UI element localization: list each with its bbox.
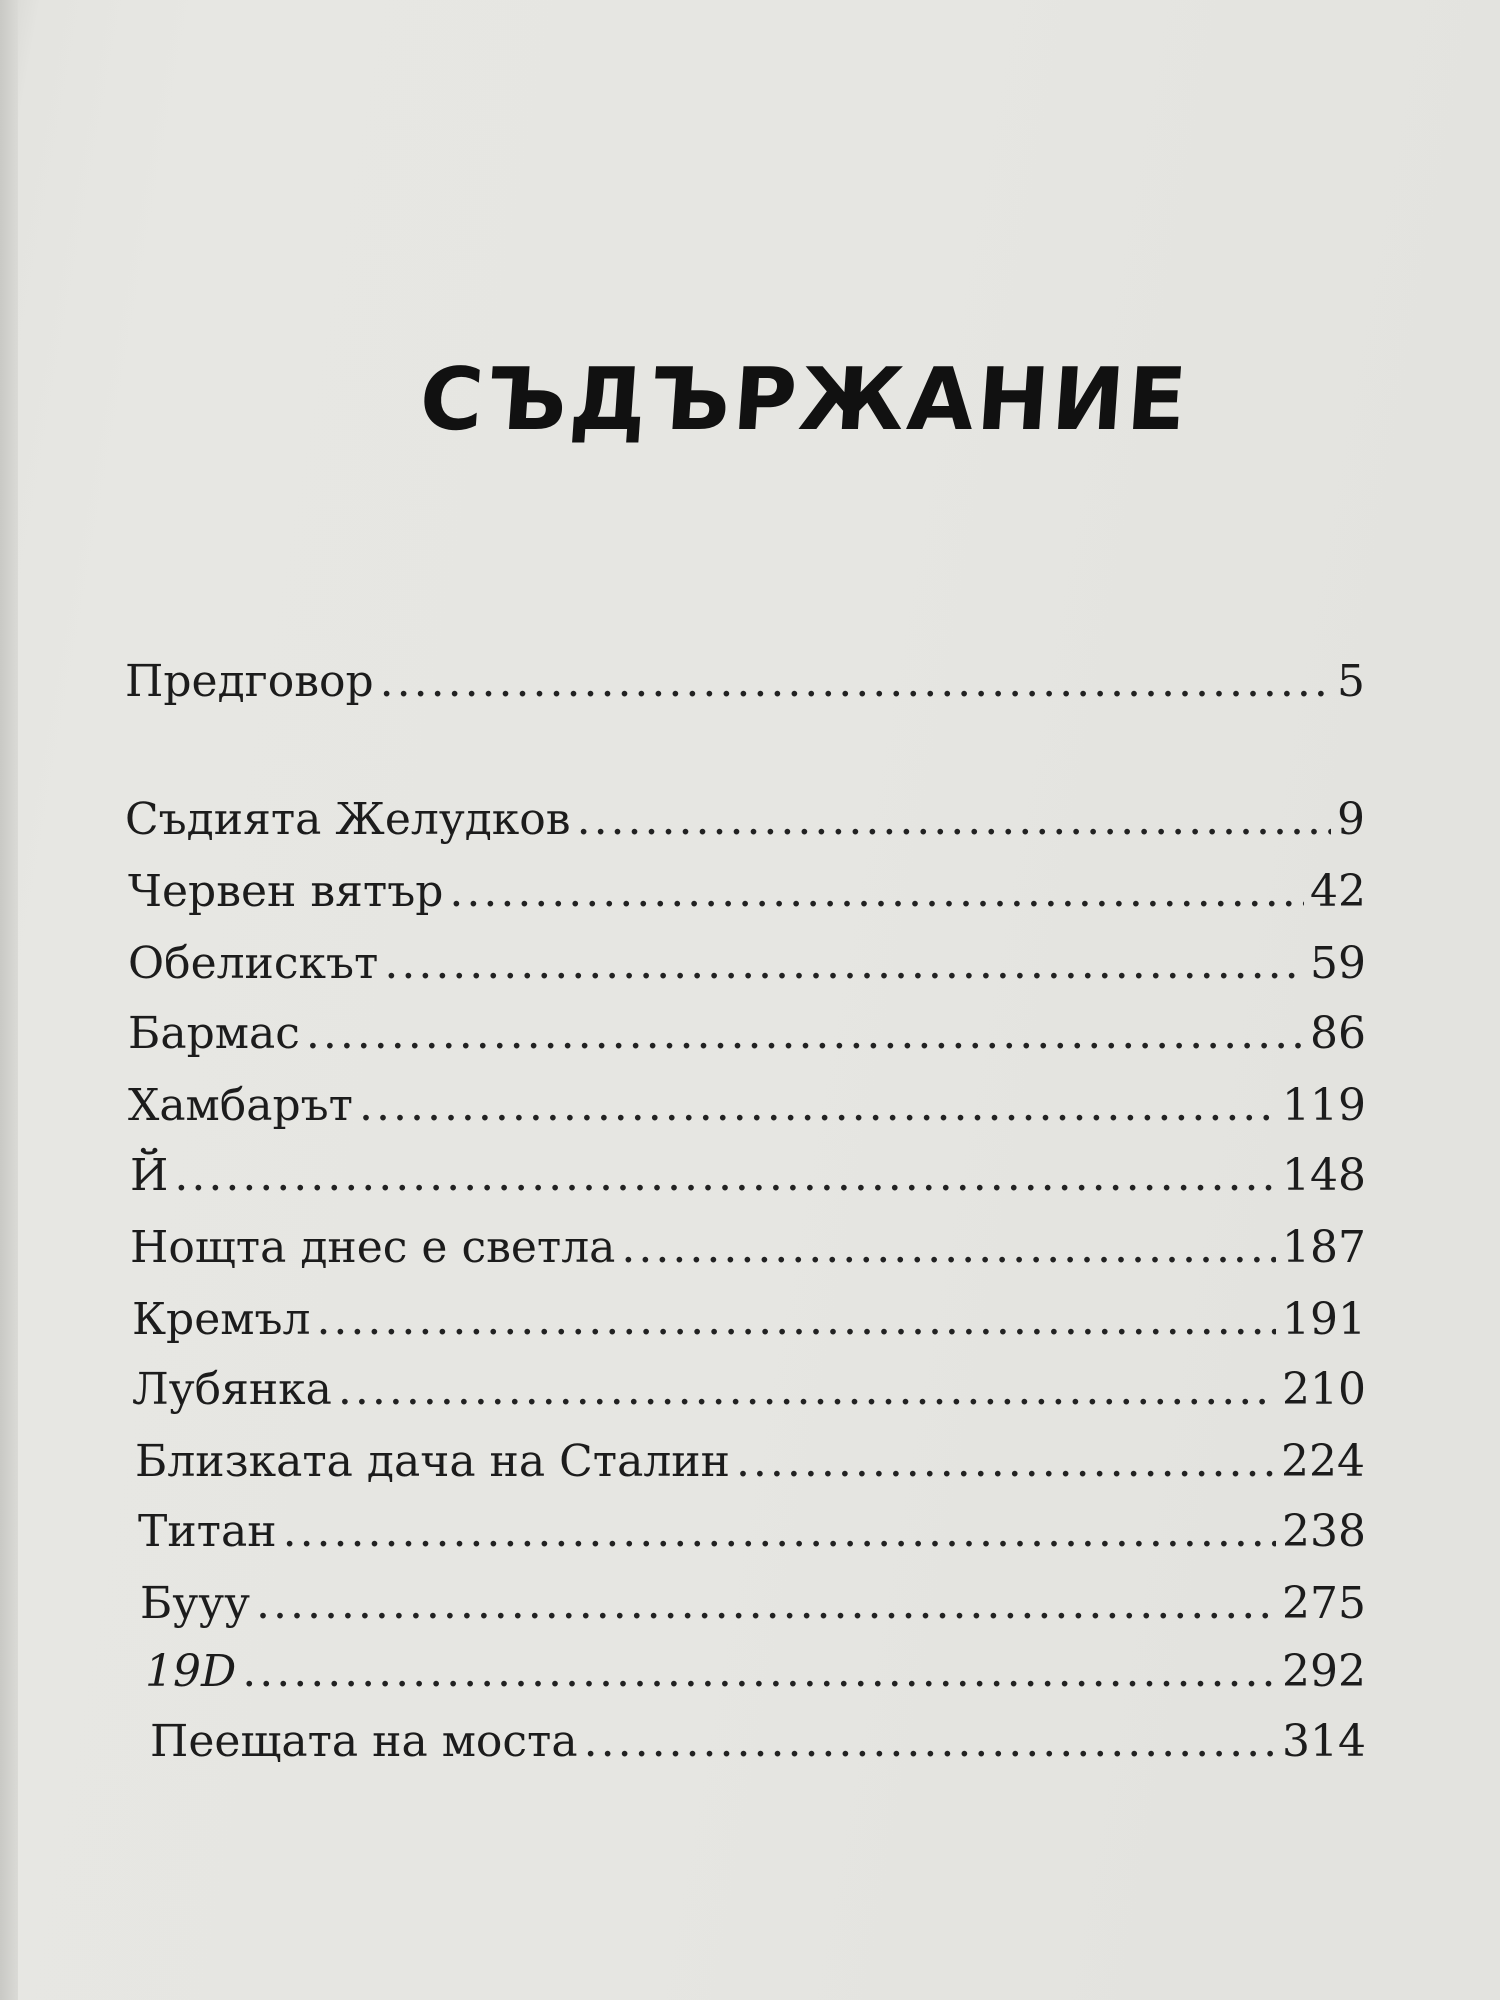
toc-dot-leader <box>584 1712 1276 1772</box>
toc-entry-title: Нощта днес е светла <box>130 1222 616 1273</box>
toc-entry <box>130 1218 1366 1278</box>
toc-dot-leader <box>359 1076 1276 1136</box>
toc-entry-page: 148 <box>1282 1150 1366 1201</box>
toc-dot-leader <box>380 652 1331 712</box>
toc-entry <box>145 1642 1366 1702</box>
toc-dot-leader <box>316 1290 1276 1350</box>
toc-entry-title: Близката дача на Сталин <box>135 1436 730 1487</box>
toc-entry <box>130 1146 1366 1206</box>
toc-entry <box>150 1712 1366 1772</box>
toc-dot-leader <box>174 1146 1276 1206</box>
toc-entry <box>125 652 1365 712</box>
toc-entry-page: 314 <box>1282 1716 1366 1767</box>
toc-dot-leader <box>242 1642 1276 1702</box>
toc-entry-page: 86 <box>1310 1008 1366 1059</box>
toc-entry <box>138 1502 1366 1562</box>
toc-entry <box>135 1432 1365 1492</box>
toc-entry-title: Й <box>130 1150 169 1201</box>
toc-entry-title: Бармас <box>128 1008 300 1059</box>
toc-entry-page: 9 <box>1337 794 1365 845</box>
toc-entry-title: Съдията Желудков <box>125 794 571 845</box>
toc-entry-page: 224 <box>1281 1436 1365 1487</box>
toc-entry <box>132 1360 1366 1420</box>
toc-entry-page: 119 <box>1282 1080 1366 1131</box>
toc-entry-title: 19D <box>145 1646 237 1697</box>
toc-entry-title: Пеещата на моста <box>150 1716 578 1767</box>
toc-entry-page: 275 <box>1282 1578 1366 1629</box>
toc-entry <box>140 1574 1366 1634</box>
toc-entry <box>128 1004 1366 1064</box>
toc-entry <box>128 1076 1366 1136</box>
toc-entry-page: 238 <box>1282 1506 1366 1557</box>
toc-dot-leader <box>449 862 1304 922</box>
toc-entry-page: 187 <box>1282 1222 1366 1273</box>
toc-entry-page: 59 <box>1310 938 1366 989</box>
book-page-edge <box>0 0 18 2000</box>
toc-entry-page: 5 <box>1337 656 1365 707</box>
toc-entry <box>128 934 1366 994</box>
toc-entry-title: Червен вятър <box>128 866 444 917</box>
toc-dot-leader <box>384 934 1304 994</box>
toc-entry-page: 292 <box>1282 1646 1366 1697</box>
toc-entry-page: 42 <box>1310 866 1366 917</box>
toc-entry-title: Обелискът <box>128 938 379 989</box>
toc-dot-leader <box>256 1574 1276 1634</box>
toc-dot-leader <box>338 1360 1276 1420</box>
page-title: СЪДЪРЖАНИЕ <box>416 350 1193 450</box>
toc-dot-leader <box>283 1502 1276 1562</box>
toc-entry <box>125 790 1365 850</box>
toc-entry-title: Кремъл <box>132 1294 311 1345</box>
toc-entry-page: 210 <box>1282 1364 1366 1415</box>
toc-dot-leader <box>306 1004 1304 1064</box>
toc-entry-title: Предговор <box>125 656 374 707</box>
toc-dot-leader <box>736 1432 1275 1492</box>
toc-dot-leader <box>621 1218 1276 1278</box>
toc-entry-page: 191 <box>1282 1294 1366 1345</box>
toc-dot-leader <box>577 790 1331 850</box>
toc-entry-title: Хамбарът <box>128 1080 354 1131</box>
toc-entry <box>128 862 1366 922</box>
toc-entry-title: Титан <box>138 1506 277 1557</box>
toc-entry <box>132 1290 1366 1350</box>
toc-entry-title: Бууу <box>140 1578 250 1629</box>
toc-entry-title: Лубянка <box>132 1364 332 1415</box>
